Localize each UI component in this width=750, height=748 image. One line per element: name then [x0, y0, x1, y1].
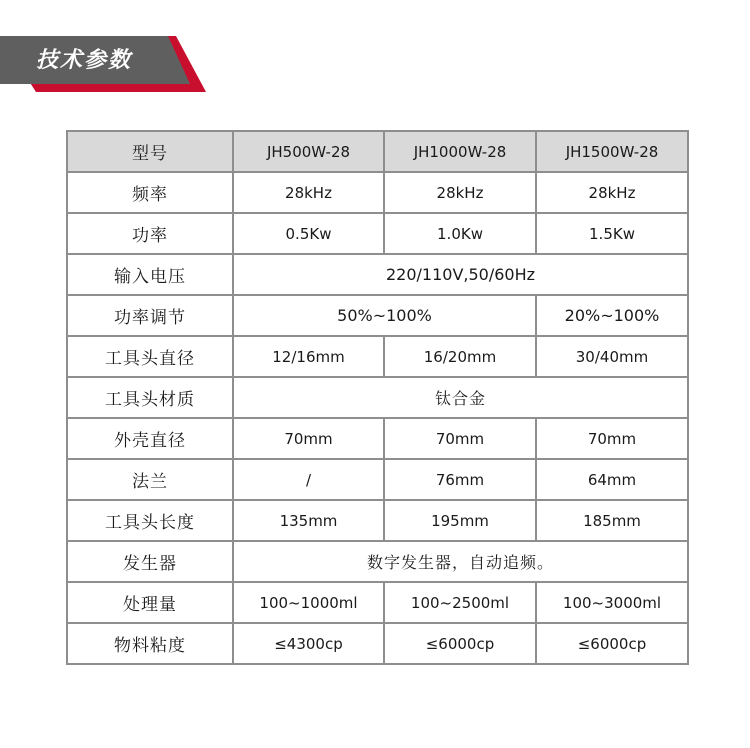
cell-value: 64mm — [536, 459, 688, 500]
cell-value: ≤4300cp — [233, 623, 384, 664]
cell-value: 135mm — [233, 500, 384, 541]
table-row-tip-length — [67, 500, 688, 541]
cell-value: 16/20mm — [384, 336, 536, 377]
table-row-shell-diameter — [67, 418, 688, 459]
cell-value: 0.5Kw — [233, 213, 384, 254]
cell-value: 1.0Kw — [384, 213, 536, 254]
cell-value: 100~1000ml — [233, 582, 384, 623]
row-label: 工具头材质 — [67, 377, 233, 418]
cell-value: 100~3000ml — [536, 582, 688, 623]
table-row-viscosity — [67, 623, 688, 664]
cell-value: ≤6000cp — [384, 623, 536, 664]
cell-value: 28kHz — [233, 172, 384, 213]
cell-value: 195mm — [384, 500, 536, 541]
table-row-tip-diameter — [67, 336, 688, 377]
cell-value: 185mm — [536, 500, 688, 541]
table-row-input-voltage — [67, 254, 688, 295]
cell-value: 28kHz — [536, 172, 688, 213]
section-title: 技术参数 — [36, 48, 133, 73]
header-jh1500w: JH1500W-28 — [536, 131, 688, 172]
table-row-frequency — [67, 172, 688, 213]
table-row-capacity — [67, 582, 688, 623]
row-label: 外壳直径 — [67, 418, 233, 459]
row-label: 工具头直径 — [67, 336, 233, 377]
row-label: 输入电压 — [67, 254, 233, 295]
cell-value: / — [233, 459, 384, 500]
cell-value: ≤6000cp — [536, 623, 688, 664]
cell-value: 28kHz — [384, 172, 536, 213]
cell-value: 12/16mm — [233, 336, 384, 377]
table-row-tip-material — [67, 377, 688, 418]
header-model: 型号 — [67, 131, 233, 172]
cell-value: 1.5Kw — [536, 213, 688, 254]
cell-value: 70mm — [536, 418, 688, 459]
header-jh1000w: JH1000W-28 — [384, 131, 536, 172]
table-header-row — [67, 131, 688, 172]
table-row-power — [67, 213, 688, 254]
cell-value: 30/40mm — [536, 336, 688, 377]
section-banner — [0, 0, 750, 100]
row-label: 物料粘度 — [67, 623, 233, 664]
cell-value: 70mm — [384, 418, 536, 459]
row-label: 功率 — [67, 213, 233, 254]
row-label: 处理量 — [67, 582, 233, 623]
cell-value: 100~2500ml — [384, 582, 536, 623]
cell-value: 50%~100% — [233, 295, 536, 336]
cell-value: 钛合金 — [233, 377, 688, 418]
table-row-power-adjust — [67, 295, 688, 336]
cell-value: 76mm — [384, 459, 536, 500]
row-label: 法兰 — [67, 459, 233, 500]
cell-value: 70mm — [233, 418, 384, 459]
table-row-generator — [67, 541, 688, 582]
row-label: 频率 — [67, 172, 233, 213]
cell-value: 20%~100% — [536, 295, 688, 336]
cell-value: 数字发生器，自动追频。 — [233, 541, 688, 582]
header-jh500w: JH500W-28 — [233, 131, 384, 172]
row-label: 工具头长度 — [67, 500, 233, 541]
spec-table — [66, 130, 689, 665]
row-label: 功率调节 — [67, 295, 233, 336]
cell-value: 220/110V,50/60Hz — [233, 254, 688, 295]
row-label: 发生器 — [67, 541, 233, 582]
table-row-flange — [67, 459, 688, 500]
